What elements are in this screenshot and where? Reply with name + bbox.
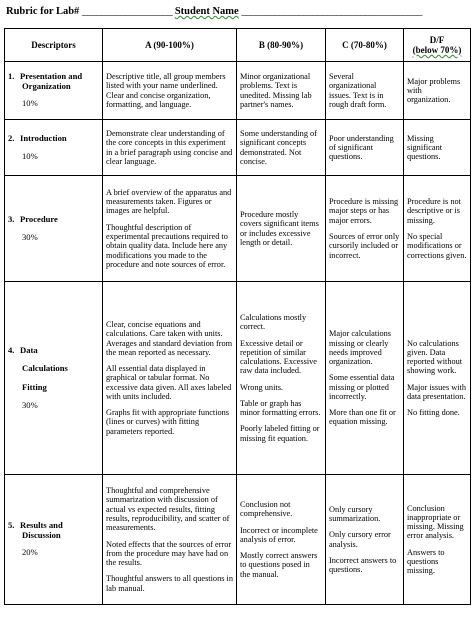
descriptor-title-line: Fitting [22,382,47,392]
descriptor-number: 5. [8,520,15,531]
rubric-row [5,282,471,475]
criteria-text: Several organizational issues. Text is in rough draft form. [329,71,387,109]
rubric-row [5,176,471,282]
criteria-text: Conclusion not comprehensive. [240,500,293,519]
descriptor-number: 4. [8,344,15,355]
col-header-df-sub: (below 70%) [412,45,462,55]
criteria-text: Major calculations missing or clearly needs improved organization. [329,329,391,367]
col-header-c: C (70-80%) [326,29,404,62]
criteria-text: Conclusion inappropriate or missing. Missing error analysis. [407,503,464,541]
criteria-text: Major issues with data presentation. [407,382,466,401]
descriptor-title-line: 2. Introduction [8,132,67,143]
criteria-text: Sources of error only cursorily included or incorrect. [329,232,400,260]
col-header-df-label: D/F [429,34,445,45]
criteria-text: Thoughtful and comprehensive summarization with discussion of actual vs expected results, fitting results, reproducibility, and scatter of measurements. [106,486,230,533]
grade-a-cell [103,475,237,605]
rubric-header [6,6,468,22]
descriptor-title-line: 5. Results and [8,520,63,531]
grade-b-cell [237,176,326,282]
criteria-text: Incorrect or incomplete analysis of error. [240,525,318,544]
grade-a-cell [103,282,237,475]
criteria-text: Calculations mostly correct. [240,312,307,332]
criteria-text: No fitting done. [407,408,460,418]
descriptor-title-line: 1. Presentation and [8,71,83,82]
grade-df-cell [404,282,471,475]
criteria-text: Procedure is missing major steps or has major errors. [329,197,399,225]
grade-df-cell [404,120,471,176]
criteria-text: Minor organizational problems. Text is unedited. Missing lab partner's names. [240,71,312,109]
student-name-blank[interactable]: ______________________________________ [241,6,422,17]
criteria-text: Missing significant questions. [407,133,443,162]
criteria-text: Incorrect answers to questions. [329,555,397,575]
criteria-text: Major problems with organization. [407,76,461,105]
criteria-text: Demonstrate clear understanding of the core concepts in this experiment in a brief paragraph using concise and clear language. [106,128,233,166]
grade-b-cell [237,62,326,120]
col-header-b: B (80-90%) [237,29,326,62]
criteria-text: Poorly labeled fitting or missing fit equation. [240,424,320,443]
criteria-text: Procedure is not descriptive or is missing. [407,197,461,225]
criteria-text: No calculations given. Data reported without showing work. [407,338,463,376]
criteria-text: Mostly correct answers to questions posed in the manual. [240,551,318,579]
descriptor-number: 1. [8,71,15,82]
descriptor-cell [5,120,103,176]
criteria-text: Poor understanding of significant questions. [329,133,394,162]
grade-c-cell [326,120,404,176]
descriptor-title-line: Calculations [22,363,68,374]
rubric-label: Rubric for Lab# [6,6,80,17]
descriptor-number: 3. [8,213,15,224]
descriptor-weight: 10% [22,150,38,161]
criteria-text: Noted effects that the sources of error from the procedure may have had on the results. [106,539,232,568]
col-header-descriptors: Descriptors [5,29,103,62]
grade-b-cell [237,282,326,475]
criteria-text: Only cursory error analysis. [329,530,391,549]
criteria-text: Wrong units. [240,382,283,392]
criteria-text: All essential data displayed in graphical or tabular format. No excessive data given. All axes labeled with units included. [106,364,232,401]
grade-a-cell [103,62,237,120]
descriptor-title-line: Organization [22,80,71,91]
grade-c-cell [326,475,404,605]
criteria-text: Clear, concise equations and calculations. Care taken with units. Averages and standard deviation from the mean reported as necessary. [106,319,233,357]
grade-df-cell [404,176,471,282]
grade-c-cell [326,282,404,475]
grade-c-cell [326,62,404,120]
criteria-text: Descriptive title, all group members listed with your name underlined. Clear and concise organization, formatting, and language. [106,71,226,109]
descriptor-weight: 20% [22,547,38,558]
col-header-a: A (90-100%) [103,29,237,62]
grade-df-cell [404,62,471,120]
rubric-row [5,475,471,605]
grade-a-cell [103,176,237,282]
descriptor-title-line: 4. Data [8,344,38,355]
criteria-text: More than one fit or equation missing. [329,408,396,427]
criteria-text: Graphs fit with appropriate functions (lines or curves) with fitting parameters reported. [106,408,230,436]
grade-a-cell [103,120,237,176]
criteria-text: Thoughtful description of experimental precautions required to obtain quality data. Include here any modifications you made to the procedure and note sources of error. [106,222,228,269]
rubric-row [5,120,471,176]
grade-df-cell [404,475,471,605]
descriptor-title-line: Discussion [22,529,61,540]
criteria-text: Answers to questions missing. [407,547,445,576]
criteria-text: No special modifications or corrections given. [407,232,467,260]
rubric-body [5,62,471,605]
rubric-table [4,28,471,605]
criteria-text: Thoughtful answers to all questions in lab manual. [106,574,233,593]
descriptor-cell [5,176,103,282]
descriptor-weight: 30% [22,231,38,242]
descriptor-weight: 30% [22,399,38,410]
grade-b-cell [237,475,326,605]
grade-b-cell [237,120,326,176]
descriptor-title-line: 3. Procedure [8,213,58,224]
criteria-text: Procedure mostly covers significant items or includes excessive length or detail. [240,209,319,247]
criteria-text: Excessive detail or repetition of similar calculations. Excessive raw data included. [240,338,317,376]
criteria-text: Only cursory summarization. [329,504,381,523]
descriptor-cell [5,475,103,605]
criteria-text: A brief overview of the apparatus and measurements taken. Figures or images are helpful. [106,187,232,216]
lab-number-blank[interactable]: ___________________ [81,6,173,17]
rubric-row [5,62,471,120]
descriptor-cell [5,282,103,475]
header-row [5,29,471,62]
criteria-text: Some essential data missing or plotted incorrectly. [329,373,395,401]
student-label: Student Name [174,6,239,17]
criteria-text: Table or graph has minor formatting errors. [240,398,321,418]
grade-c-cell [326,176,404,282]
col-header-df [404,29,471,62]
descriptor-number: 2. [8,132,15,143]
criteria-text: Some understanding of significant concepts demonstrated. Not concise. [240,128,317,166]
descriptor-cell [5,62,103,120]
descriptor-weight: 10% [22,98,38,109]
